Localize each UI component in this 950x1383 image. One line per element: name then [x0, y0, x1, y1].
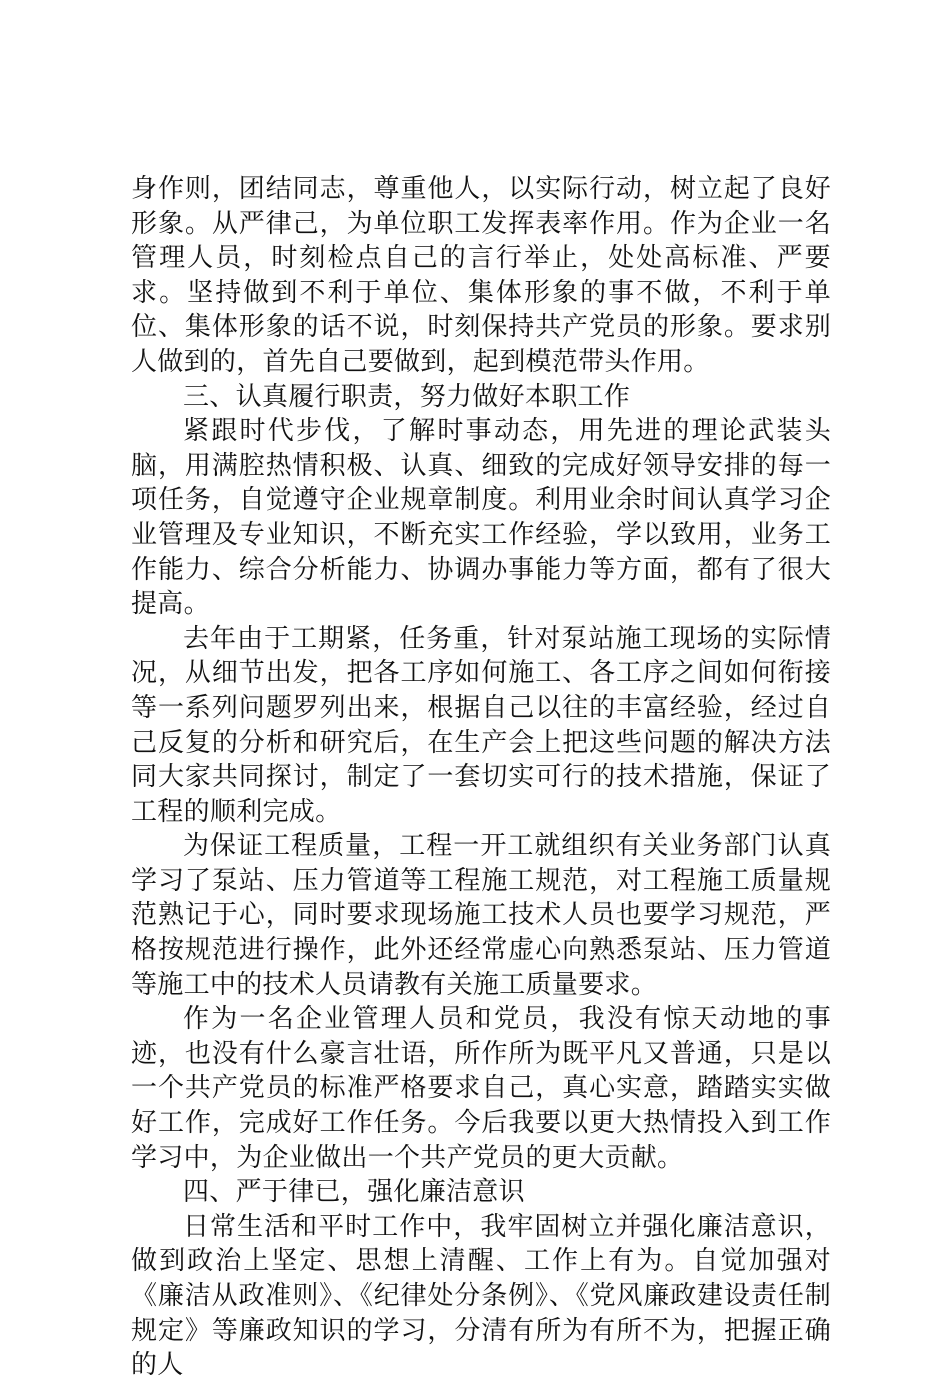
paragraph: 作为一名企业管理人员和党员，我没有惊天动地的事迹，也没有什么豪言壮语，所作所为既平凡又普通，只是以一个共产党员的标准严格要求自己，真心实意，踏踏实实做好工作，完成好工作任务。今后我要以更大热情投入到工作学习中，为企业做出一个共产党员的更大贡献。 [131, 1004, 831, 1173]
paragraph: 去年由于工期紧，任务重，针对泵站施工现场的实际情况，从细节出发，把各工序如何施工、各工序之间如何衔接等一系列问题罗列出来，根据自己以往的丰富经验，经过自己反复的分析和研究后，在生产会上把这些问题的解决方法同大家共同探讨，制定了一套切实可行的技术措施，保证了工程的顺利完成。 [131, 623, 831, 827]
section-heading-3: 三、认真履行职责，努力做好本职工作 [183, 381, 631, 412]
paragraph: 紧跟时代步伐，了解时事动态，用先进的理论武装头脑，用满腔热情积极、认真、细致的完成好领导安排的每一项任务，自觉遵守企业规章制度。利用业余时间认真学习企业管理及专业知识，不断充实工作经验，学以致用，业务工作能力、综合分析能力、协调办事能力等方面，都有了很大提高。 [131, 416, 831, 620]
paragraph: 日常生活和平时工作中，我牢固树立并强化廉洁意识，做到政治上坚定、思想上清醒、工作上有为。自觉加强对《廉洁从政准则》、《纪律处分条例》、《党风廉政建设责任制规定》等廉政知识的学习，分清有所为有所不为，把握正确的人 [131, 1211, 831, 1381]
section-heading-4: 四、严于律已，强化廉洁意识 [183, 1177, 525, 1208]
paragraph-continued: 身作则，团结同志，尊重他人，以实际行动，树立起了良好形象。从严律己，为单位职工发挥表率作用。作为企业一名管理人员，时刻检点自己的言行举止，处处高标准、严要求。坚持做到不利于单位、集体形象的事不做，不利于单位、集体形象的话不说，时刻保持共产党员的形象。要求别人做到的，首先自己要做到，起到模范带头作用。 [131, 174, 831, 377]
document-body [131, 172, 831, 1383]
paragraph: 为保证工程质量，工程一开工就组织有关业务部门认真学习了泵站、压力管道等工程施工规范，对工程施工质量规范熟记于心，同时要求现场施工技术人员也要学习规范，严格按规范进行操作，此外还经常虚心向熟悉泵站、压力管道等施工中的技术人员请教有关施工质量要求。 [131, 831, 831, 1000]
